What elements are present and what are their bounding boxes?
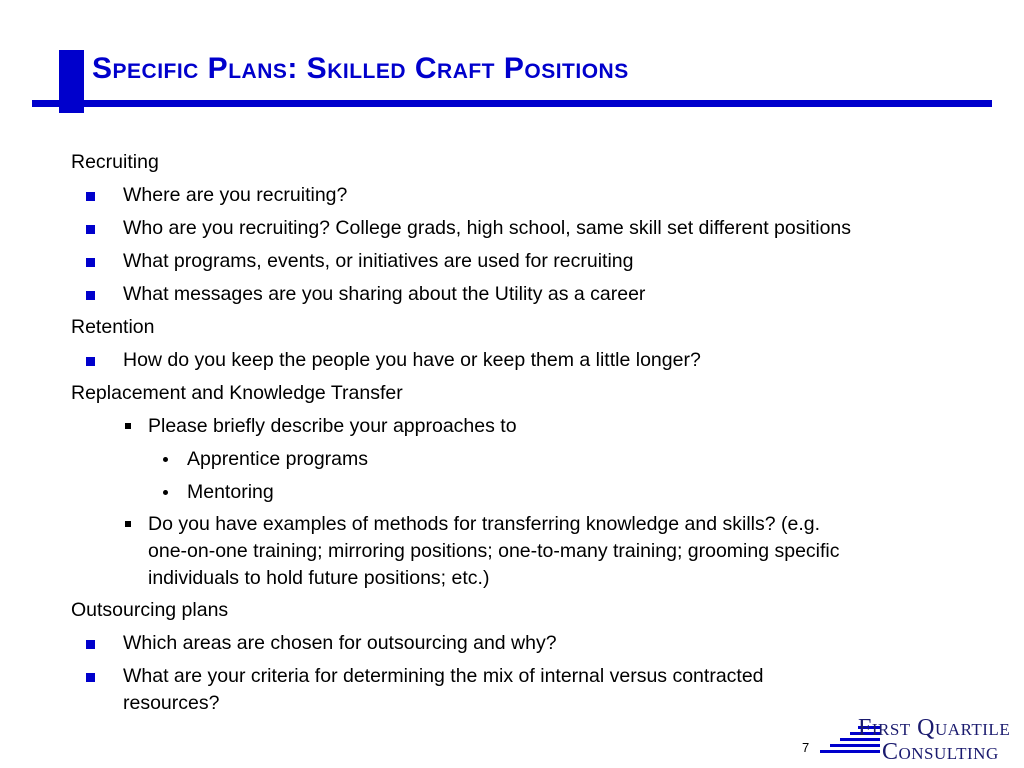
section-heading-recruiting: Recruiting — [71, 151, 159, 173]
list-item-line: one-on-one training; mirroring positions; one-to-many training; grooming specific — [148, 540, 840, 562]
square-bullet-icon — [86, 357, 95, 366]
slide-title: Specific Plans: Skilled Craft Positions — [92, 52, 629, 85]
list-item-line: Do you have examples of methods for transferring knowledge and skills? (e.g. — [148, 513, 821, 535]
square-bullet-icon — [86, 673, 95, 682]
dot-bullet-icon — [163, 457, 168, 462]
list-item-line: What are your criteria for determining the mix of internal versus contracted — [123, 665, 764, 687]
list-item: Which areas are chosen for outsourcing and why? — [123, 632, 557, 654]
list-item: Mentoring — [187, 481, 274, 503]
square-bullet-icon — [86, 640, 95, 649]
list-item: Apprentice programs — [187, 448, 369, 470]
small-square-bullet-icon — [125, 521, 131, 527]
list-item: Where are you recruiting? — [123, 184, 348, 206]
list-item: Who are you recruiting? College grads, high school, same skill set different positions — [123, 217, 852, 239]
list-item-line: individuals to hold future positions; etc.) — [148, 567, 490, 589]
section-heading-retention: Retention — [71, 316, 155, 338]
square-bullet-icon — [86, 192, 95, 201]
list-item-line: resources? — [123, 692, 220, 714]
square-bullet-icon — [86, 291, 95, 300]
section-heading-outsourcing: Outsourcing plans — [71, 599, 229, 621]
dot-bullet-icon — [163, 490, 168, 495]
small-square-bullet-icon — [125, 423, 131, 429]
list-item: How do you keep the people you have or keep them a little longer? — [123, 349, 701, 371]
section-heading-replacement: Replacement and Knowledge Transfer — [71, 382, 403, 404]
page-number: 7 — [802, 740, 810, 755]
square-bullet-icon — [86, 225, 95, 234]
list-item: Please briefly describe your approaches to — [148, 415, 517, 437]
logo-text-line2: Consulting — [882, 739, 999, 765]
logo-text-line1: First Quartile — [858, 715, 1011, 741]
list-item: What messages are you sharing about the Utility as a career — [123, 283, 646, 305]
title-underline-rule — [32, 100, 992, 107]
square-bullet-icon — [86, 258, 95, 267]
list-item: What programs, events, or initiatives are used for recruiting — [123, 250, 634, 272]
